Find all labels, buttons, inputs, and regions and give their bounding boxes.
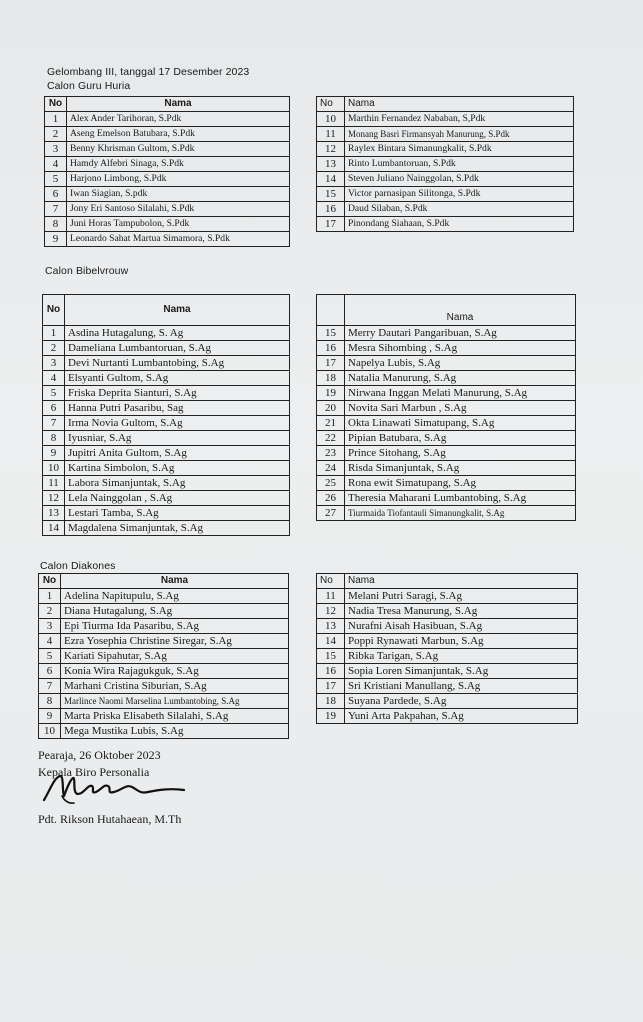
document-title: Gelombang III, tanggal 17 Desember 2023 (47, 66, 250, 78)
table-row (317, 679, 578, 694)
row-number: 13 (317, 619, 345, 634)
table-row (317, 127, 574, 142)
table-row (39, 649, 289, 664)
table-row (45, 157, 290, 172)
candidate-name: Jony Eri Santoso Silalahi, S.Pdk (67, 202, 290, 217)
table-row (317, 476, 576, 491)
table-row (39, 724, 289, 739)
row-number: 4 (43, 371, 65, 386)
row-number: 3 (43, 356, 65, 371)
row-number: 12 (317, 604, 345, 619)
row-number: 14 (43, 521, 65, 536)
candidate-name: Pinondang Siahaan, S.Pdk (345, 217, 574, 232)
row-number: 6 (45, 187, 67, 202)
candidate-name: Harjono Limbong, S.Pdk (67, 172, 290, 187)
table-row (317, 416, 576, 431)
row-number: 17 (317, 217, 345, 232)
candidate-name: Magdalena Simanjuntak, S.Ag (65, 521, 290, 536)
column-header-no: No (43, 295, 65, 326)
candidate-name: Novita Sari Marbun , S.Ag (345, 401, 576, 416)
row-number: 27 (317, 506, 345, 521)
row-number: 16 (317, 341, 345, 356)
row-number: 2 (43, 341, 65, 356)
row-number: 16 (317, 202, 345, 217)
candidate-name: Tiurmaida Tiofantauli Simanungkalit, S.Ag (345, 506, 576, 521)
candidate-name: Victor parnasipan Silitonga, S.Pdk (345, 187, 574, 202)
table-row (317, 112, 574, 127)
row-number: 5 (45, 172, 67, 187)
row-number: 19 (317, 709, 345, 724)
table-row (317, 341, 576, 356)
table-row (43, 506, 290, 521)
column-header-no: No (317, 574, 345, 589)
candidate-name: Nirwana Inggan Melati Manurung, S.Ag (345, 386, 576, 401)
table-row (43, 491, 290, 506)
candidate-name: Steven Juliano Nainggolan, S.Pdk (345, 172, 574, 187)
row-number: 11 (43, 476, 65, 491)
table-row (317, 649, 578, 664)
row-number: 14 (317, 634, 345, 649)
table-bibelvrouw-left (42, 294, 290, 536)
row-number: 3 (45, 142, 67, 157)
table-row (39, 664, 289, 679)
candidate-name: Marthin Fernandez Nababan, S,Pdk (345, 112, 574, 127)
column-header-nama: Nama (345, 574, 578, 589)
row-number: 23 (317, 446, 345, 461)
table-row (43, 356, 290, 371)
section-heading-guru-huria: Calon Guru Huria (47, 80, 131, 92)
table-row (39, 709, 289, 724)
candidate-name: Rinto Lumbantoruan, S.Pdk (345, 157, 574, 172)
table-row (45, 172, 290, 187)
candidate-name: Rona ewit Simatupang, S.Ag (345, 476, 576, 491)
candidate-name: Sopia Loren Simanjuntak, S.Ag (345, 664, 578, 679)
row-number: 4 (45, 157, 67, 172)
row-number: 18 (317, 694, 345, 709)
row-number: 17 (317, 679, 345, 694)
candidate-name: Elsyanti Gultom, S.Ag (65, 371, 290, 386)
row-number: 21 (317, 416, 345, 431)
candidate-name: Alex Ander Tarihoran, S.Pdk (67, 112, 290, 127)
column-header-nama: Nama (61, 574, 289, 589)
table-row (317, 386, 576, 401)
candidate-name: Nurafni Aisah Hasibuan, S.Ag (345, 619, 578, 634)
table-row (45, 187, 290, 202)
row-number: 7 (39, 679, 61, 694)
table-row (39, 634, 289, 649)
row-number: 9 (39, 709, 61, 724)
row-number: 1 (45, 112, 67, 127)
table-row (45, 127, 290, 142)
table-row (317, 217, 574, 232)
candidate-name: Ezra Yosephia Christine Siregar, S.Ag (61, 634, 289, 649)
table-row (45, 142, 290, 157)
table-bibelvrouw-right (316, 294, 576, 521)
candidate-name: Merry Dautari Pangaribuan, S.Ag (345, 326, 576, 341)
candidate-name: Benny Khrisman Gultom, S.Pdk (67, 142, 290, 157)
table-row (317, 461, 576, 476)
candidate-name: Hanna Putri Pasaribu, Sag (65, 401, 290, 416)
table-row (43, 461, 290, 476)
table-row (317, 431, 576, 446)
row-number: 15 (317, 326, 345, 341)
row-number: 19 (317, 386, 345, 401)
table-row (39, 679, 289, 694)
row-number: 15 (317, 649, 345, 664)
table-row (317, 491, 576, 506)
table-header-row (317, 574, 578, 589)
candidate-name: Jupitri Anita Gultom, S.Ag (65, 446, 290, 461)
candidate-name: Aseng Emelson Batubara, S.Pdk (67, 127, 290, 142)
table-row (43, 341, 290, 356)
candidate-name: Devi Nurtanti Lumbantobing, S.Ag (65, 356, 290, 371)
row-number: 17 (317, 356, 345, 371)
candidate-name: Mega Mustika Lubis, S.Ag (61, 724, 289, 739)
signer-name: Pdt. Rikson Hutahaean, M.Th (38, 812, 182, 826)
table-row (317, 589, 578, 604)
candidate-name: Theresia Maharani Lumbantobing, S.Ag (345, 491, 576, 506)
row-number: 10 (43, 461, 65, 476)
table-guru-huria-left (44, 96, 290, 247)
row-number: 11 (317, 127, 345, 142)
column-header-no: No (45, 97, 67, 112)
table-row (43, 431, 290, 446)
candidate-name: Pipian Batubara, S.Ag (345, 431, 576, 446)
table-row (45, 112, 290, 127)
row-number: 8 (43, 431, 65, 446)
table-row (317, 619, 578, 634)
candidate-name: Mesra Sihombing , S.Ag (345, 341, 576, 356)
column-header-nama: Nama (345, 295, 576, 326)
row-number: 2 (39, 604, 61, 619)
row-number: 12 (43, 491, 65, 506)
row-number: 7 (45, 202, 67, 217)
table-row (43, 371, 290, 386)
row-number: 18 (317, 371, 345, 386)
table-row (45, 202, 290, 217)
row-number: 6 (43, 401, 65, 416)
table-row (317, 157, 574, 172)
table-row (317, 371, 576, 386)
table-row (317, 694, 578, 709)
candidate-name: Labora Simanjuntak, S.Ag (65, 476, 290, 491)
candidate-name: Nadia Tresa Manurung, S.Ag (345, 604, 578, 619)
candidate-name: Lestari Tamba, S.Ag (65, 506, 290, 521)
candidate-name: Melani Putri Saragi, S.Ag (345, 589, 578, 604)
table-row (43, 326, 290, 341)
candidate-name: Irma Novia Gultom, S.Ag (65, 416, 290, 431)
row-number: 9 (43, 446, 65, 461)
table-row (317, 709, 578, 724)
candidate-name: Okta Linawati Simatupang, S.Ag (345, 416, 576, 431)
section-heading-bibelvrouw: Calon Bibelvrouw (45, 265, 129, 277)
candidate-name: Leonardo Sahat Martua Simamora, S.Pdk (67, 232, 290, 247)
table-row (317, 172, 574, 187)
candidate-name: Hamdy Alfebri Sinaga, S.Pdk (67, 157, 290, 172)
table-row (45, 217, 290, 232)
candidate-name: Ribka Tarigan, S.Ag (345, 649, 578, 664)
row-number: 10 (39, 724, 61, 739)
table-header-row (39, 574, 289, 589)
candidate-name: Kariati Sipahutar, S.Ag (61, 649, 289, 664)
table-row (317, 506, 576, 521)
candidate-name: Poppi Rynawati Marbun, S.Ag (345, 634, 578, 649)
table-row (317, 142, 574, 157)
row-number: 25 (317, 476, 345, 491)
row-number: 13 (43, 506, 65, 521)
column-header-no-empty (317, 295, 345, 326)
table-guru-huria-right (316, 96, 574, 232)
row-number: 22 (317, 431, 345, 446)
column-header-nama: Nama (67, 97, 290, 112)
table-header-row (317, 295, 576, 326)
row-number: 13 (317, 157, 345, 172)
signer-position: Kepala Biro Personalia (38, 765, 150, 779)
place-date: Pearaja, 26 Oktober 2023 (38, 748, 161, 762)
candidate-name: Marhani Cristina Siburian, S.Ag (61, 679, 289, 694)
candidate-name: Iwan Siagian, S.pdk (67, 187, 290, 202)
candidate-name: Friska Deprita Sianturi, S.Ag (65, 386, 290, 401)
column-header-nama: Nama (65, 295, 290, 326)
candidate-name: Diana Hutagalung, S.Ag (61, 604, 289, 619)
table-row (39, 694, 289, 709)
table-row (317, 634, 578, 649)
candidate-name: Monang Basri Firmansyah Manurung, S.Pdk (345, 127, 574, 142)
table-row (317, 202, 574, 217)
candidate-name: Epi Tiurma Ida Pasaribu, S.Ag (61, 619, 289, 634)
signature-image (40, 770, 190, 810)
row-number: 5 (39, 649, 61, 664)
row-number: 12 (317, 142, 345, 157)
row-number: 16 (317, 664, 345, 679)
row-number: 1 (43, 326, 65, 341)
candidate-name: Lela Nainggolan , S.Ag (65, 491, 290, 506)
row-number: 26 (317, 491, 345, 506)
table-row (43, 386, 290, 401)
column-header-nama: Nama (345, 97, 574, 112)
table-header-row (317, 97, 574, 112)
table-row (317, 401, 576, 416)
candidate-name: Marlince Naomi Marselina Lumbantobing, S.Ag (61, 694, 289, 709)
table-diakones-left (38, 573, 289, 739)
candidate-name: Raylex Bintara Simanungkalit, S.Pdk (345, 142, 574, 157)
row-number: 20 (317, 401, 345, 416)
row-number: 4 (39, 634, 61, 649)
candidate-name: Natalia Manurung, S.Ag (345, 371, 576, 386)
candidate-name: Marta Priska Elisabeth Silalahi, S.Ag (61, 709, 289, 724)
table-row (317, 326, 576, 341)
table-row (317, 664, 578, 679)
row-number: 2 (45, 127, 67, 142)
row-number: 8 (45, 217, 67, 232)
candidate-name: Risda Simanjuntak, S.Ag (345, 461, 576, 476)
candidate-name: Suyana Pardede, S.Ag (345, 694, 578, 709)
row-number: 10 (317, 112, 345, 127)
section-heading-diakones: Calon Diakones (40, 560, 116, 572)
row-number: 24 (317, 461, 345, 476)
candidate-name: Daud Silaban, S.Pdk (345, 202, 574, 217)
row-number: 7 (43, 416, 65, 431)
table-row (43, 401, 290, 416)
table-row (39, 619, 289, 634)
table-header-row (43, 295, 290, 326)
row-number: 14 (317, 172, 345, 187)
row-number: 8 (39, 694, 61, 709)
candidate-name: Iyusniar, S.Ag (65, 431, 290, 446)
table-row (43, 416, 290, 431)
table-row (43, 476, 290, 491)
table-header-row (45, 97, 290, 112)
candidate-name: Prince Sitohang, S.Ag (345, 446, 576, 461)
row-number: 9 (45, 232, 67, 247)
table-row (317, 604, 578, 619)
table-row (317, 446, 576, 461)
row-number: 3 (39, 619, 61, 634)
column-header-no: No (39, 574, 61, 589)
candidate-name: Dameliana Lumbantoruan, S.Ag (65, 341, 290, 356)
candidate-name: Yuni Arta Pakpahan, S.Ag (345, 709, 578, 724)
candidate-name: Konia Wira Rajagukguk, S.Ag (61, 664, 289, 679)
candidate-name: Sri Kristiani Manullang, S.Ag (345, 679, 578, 694)
table-row (43, 521, 290, 536)
table-diakones-right (316, 573, 578, 724)
table-row (39, 604, 289, 619)
candidate-name: Kartina Simbolon, S.Ag (65, 461, 290, 476)
table-row (39, 589, 289, 604)
row-number: 11 (317, 589, 345, 604)
table-row (317, 187, 574, 202)
table-row (43, 446, 290, 461)
candidate-name: Asdina Hutagalung, S. Ag (65, 326, 290, 341)
candidate-name: Adelina Napitupulu, S.Ag (61, 589, 289, 604)
row-number: 5 (43, 386, 65, 401)
table-row (45, 232, 290, 247)
row-number: 6 (39, 664, 61, 679)
column-header-no: No (317, 97, 345, 112)
row-number: 15 (317, 187, 345, 202)
row-number: 1 (39, 589, 61, 604)
candidate-name: Juni Horas Tampubolon, S.Pdk (67, 217, 290, 232)
table-row (317, 356, 576, 371)
candidate-name: Napelya Lubis, S.Ag (345, 356, 576, 371)
